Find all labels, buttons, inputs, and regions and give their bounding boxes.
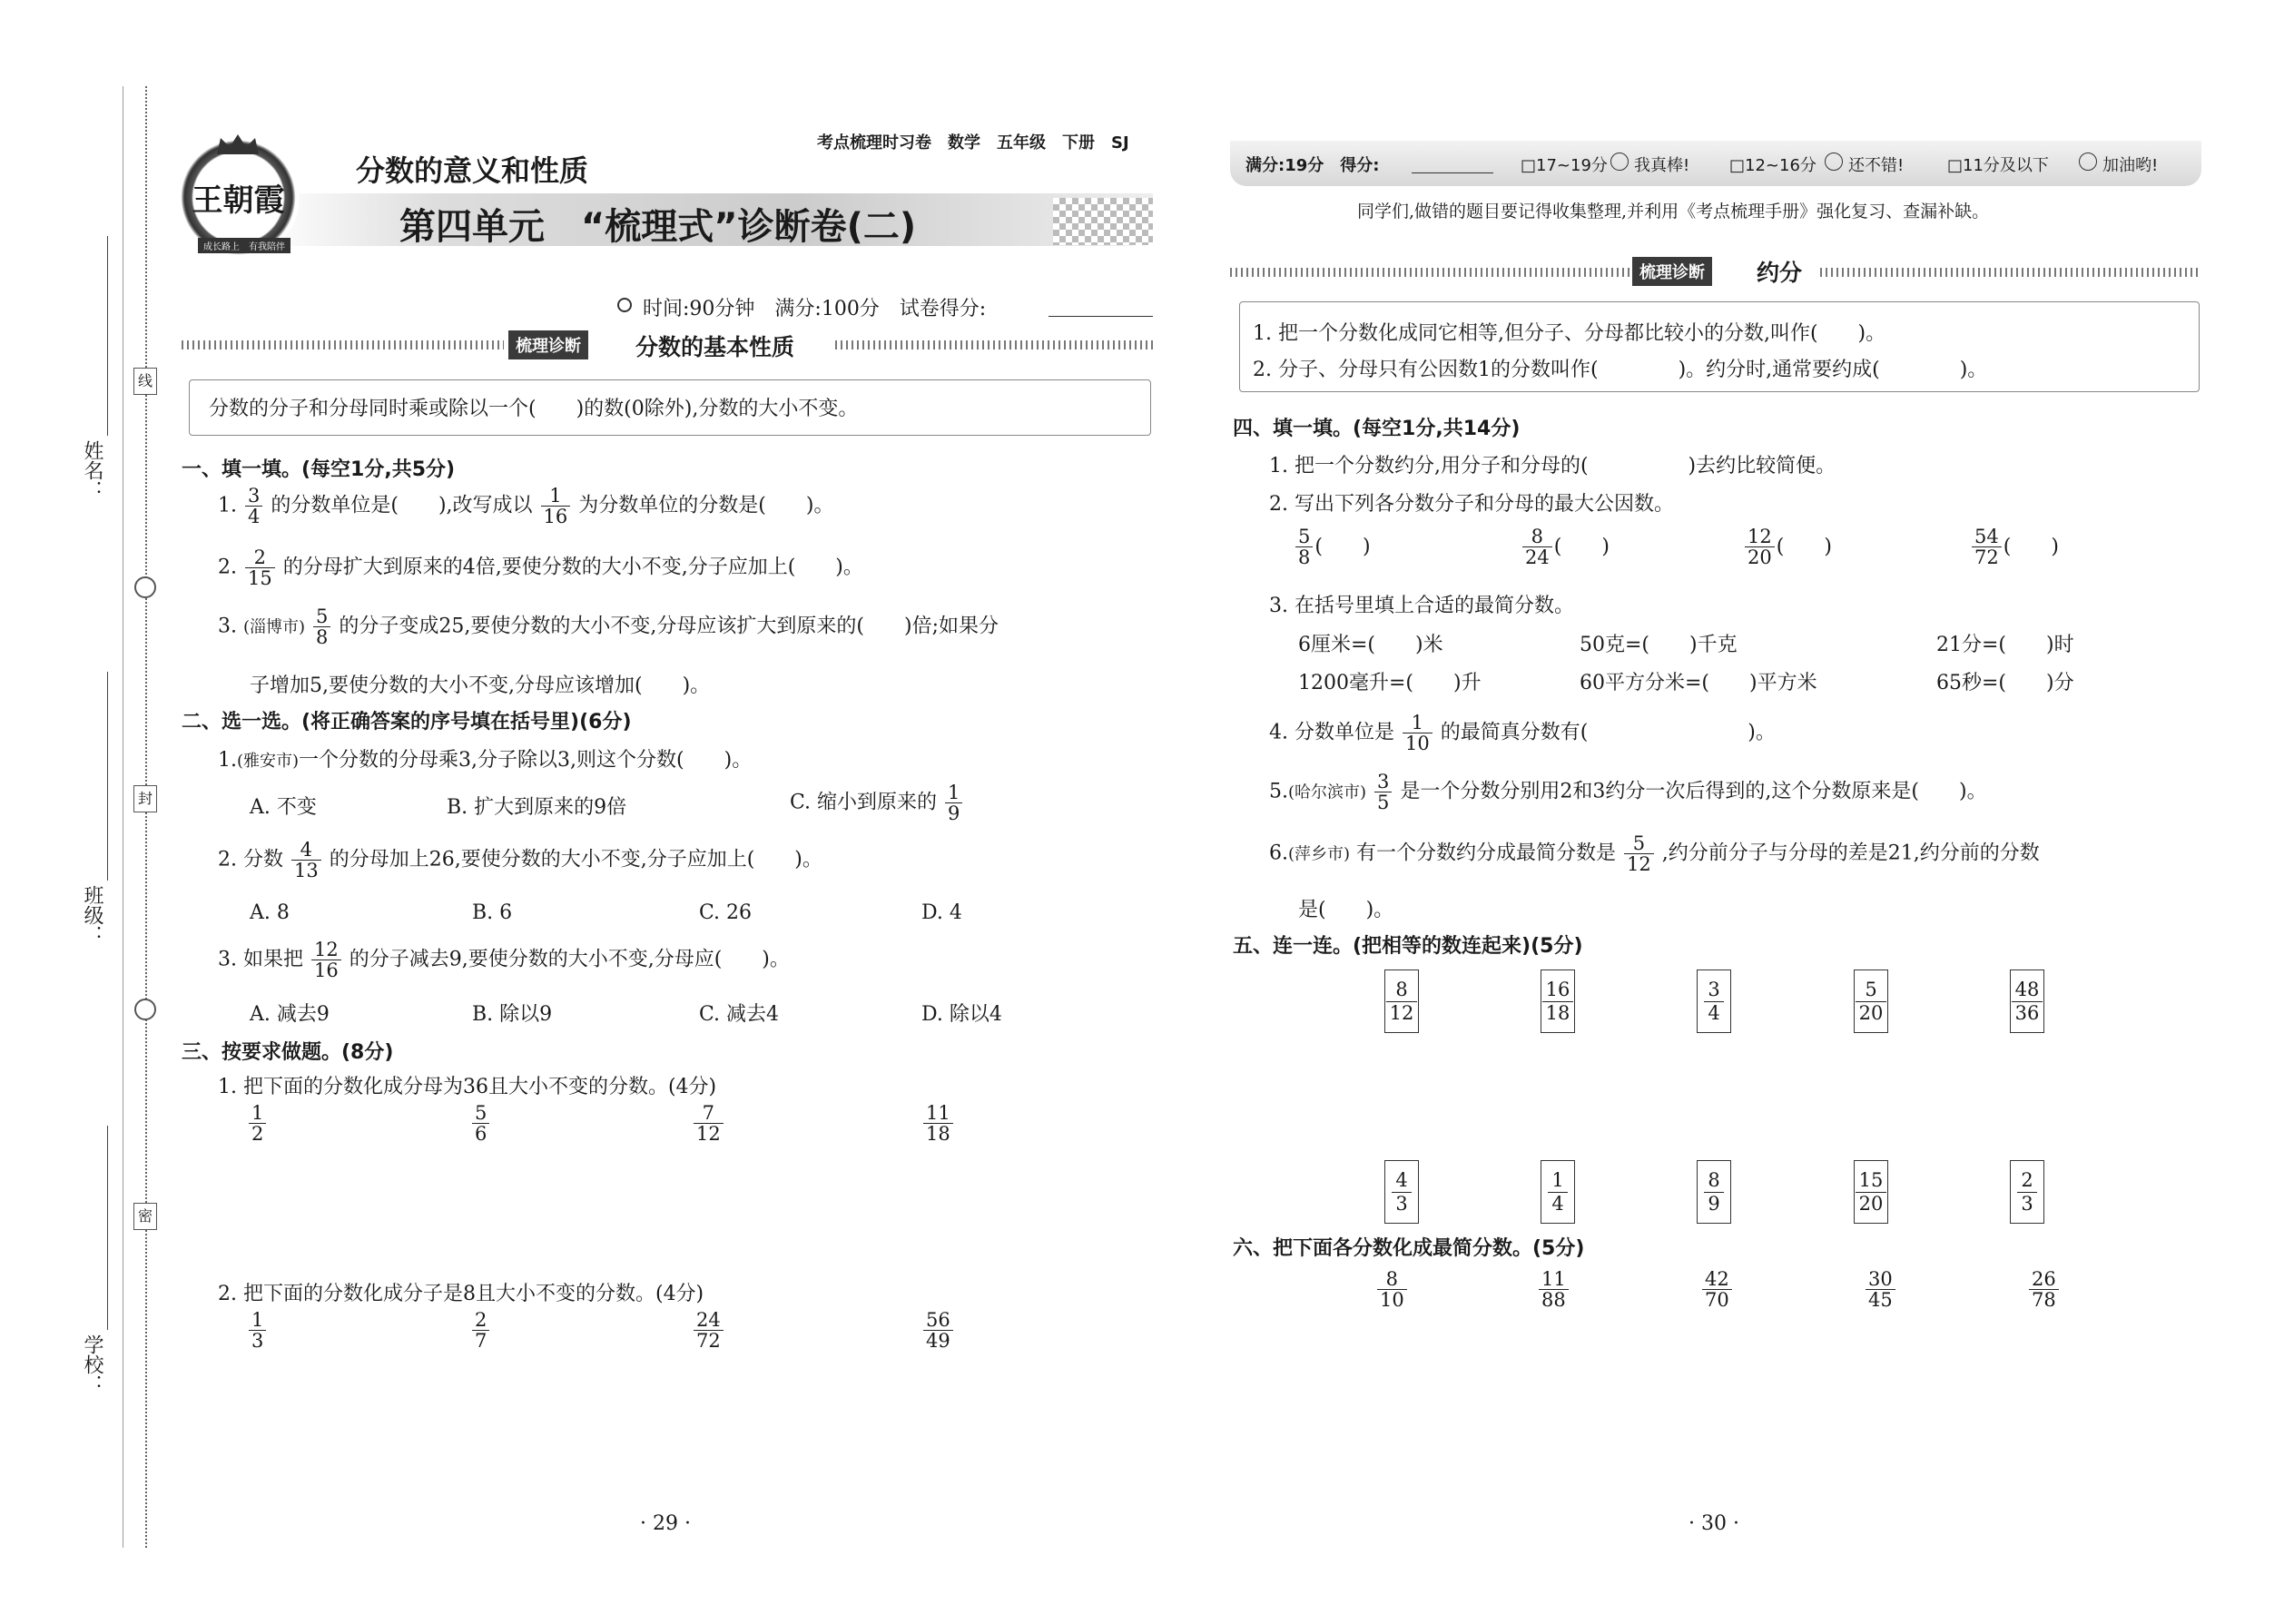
fraction: $\frac{4}{13}$ [291,840,321,881]
fraction: $\frac{3}{4}$ [245,486,262,527]
fraction: $\frac{42}{70}$ [1700,1269,1734,1310]
score-option-3[interactable]: □11分及以下 [1947,156,2049,175]
q2-1-option-b[interactable]: B. 扩大到原来的9倍 [447,796,627,819]
section-badge: 梳理诊断 [508,330,588,359]
q4-item5: 5.(哈尔滨市) $\frac{3}{5}$ 是一个分数分别用2和3约分一次后得到的,这个分数原来是( )。 [1269,771,1987,814]
smiley-icon [2079,153,2097,171]
chapter-title: 分数的意义和性质 [356,153,589,188]
header-meta: 考点梳理时习卷 数学 五年级 下册 SJ [817,133,1129,153]
page-number-right: · 30 · [1689,1512,1739,1535]
answer-area[interactable] [1271,1325,2197,1471]
match-bottom-item[interactable]: 2 3 [2010,1160,2044,1224]
fraction: $\frac{1}{9}$ [945,782,962,823]
fraction: $\frac{12}{16}$ [311,940,341,980]
q4-item1: 1. 把一个分数约分,用分子和分母的( )去约比较简便。 [1269,455,1836,477]
q1-item1: 1. $\frac{3}{4}$ 的分数单位是( ),改写成以 $\frac{1}{16}$ 为分数单位的分数是( )。 [218,485,834,528]
score-praise-1: 我真棒! [1634,156,1690,175]
fraction: $\frac{8}{10}$ [1375,1269,1409,1310]
conversion-item: 50克=( )千克 [1580,634,1738,656]
match-top-item[interactable]: 3 4 [1697,969,1731,1033]
binding-circle-icon [134,576,156,598]
fraction: $\frac{5}{12}$ [1624,833,1654,874]
binding-mark-secret: 密 [133,1203,157,1230]
conversion-item: 21分=( )时 [1936,634,2074,656]
q2-item2: 2. 分数 $\frac{4}{13}$ 的分母加上26,要使分数的大小不变,分子应加上( )。 [218,839,822,882]
q4-item6: 6.(萍乡市) 有一个分数约分成最简分数是 $\frac{5}{12}$ ,约分前分子与分母的差是21,约分前的分数 [1269,832,2040,876]
q1-item2: 2. $\frac{2}{15}$ 的分母扩大到原来的4倍,要使分数的大小不变,分子应加上( )。 [218,546,863,590]
school-blank-line[interactable] [107,1126,108,1330]
concept-text: 分数的分子和分母同时乘或除以一个( )的数(0除外),分数的大小不变。 [209,398,859,420]
class-blank-line[interactable] [107,672,108,881]
q2-3-option-a[interactable]: A. 减去9 [250,1003,330,1026]
binding-circle-icon [134,999,156,1020]
section-title: 约分 [1757,260,1803,286]
q2-1-option-a[interactable]: A. 不变 [250,796,317,819]
smiley-icon [1825,153,1843,171]
score-blank[interactable] [1049,316,1153,317]
score-blank[interactable] [1412,172,1493,173]
q2-3-option-b[interactable]: B. 除以9 [472,1003,553,1026]
match-bottom-item[interactable]: 1 4 [1541,1160,1575,1224]
concept-text-1: 1. 把一个分数化成同它相等,但分子、分母都比较小的分数,叫作( )。 [1253,322,1886,345]
q6-heading: 六、把下面各分数化成最简分数。(5分) [1233,1237,1585,1260]
binding-mark-line: 线 [133,368,157,395]
section-badge: 梳理诊断 [1632,257,1712,286]
concept-text-2: 2. 分子、分母只有公因数1的分数叫作( )。约分时,通常要约成( )。 [1253,359,1988,381]
q2-2-option-d[interactable]: D. 4 [921,901,962,924]
page-number-left: · 29 · [640,1512,691,1535]
conversion-item: 6厘米=( )米 [1298,634,1443,656]
fraction: $\frac{1}{2}$ [247,1103,268,1144]
score-option-2[interactable]: □12~16分 [1729,156,1816,175]
gcf-item: $\frac{8}{24}$ ( ) [1521,527,1610,567]
score-praise-2: 还不错! [1848,156,1905,175]
fraction: $\frac{5}{6}$ [470,1103,491,1144]
fraction: $\frac{3}{5}$ [1374,772,1392,812]
q2-2-option-c[interactable]: C. 26 [699,901,753,924]
q2-heading: 二、选一选。(将正确答案的序号填在括号里)(6分) [182,711,632,733]
q3-item2: 2. 把下面的分数化成分子是8且大小不变的分数。(4分) [218,1283,704,1305]
q2-2-option-b[interactable]: B. 6 [472,901,513,924]
fraction: $\frac{1}{10}$ [1403,713,1433,753]
gcf-item: $\frac{12}{20}$ ( ) [1743,527,1832,567]
name-label: 姓名： [81,440,103,500]
q4-item3: 3. 在括号里填上合适的最简分数。 [1269,595,1574,617]
class-label: 班级： [81,885,103,945]
crown-icon [215,133,261,156]
conversion-item: 60平方分米=( )平方米 [1580,672,1817,694]
school-label: 学校： [81,1334,103,1394]
score-option-1[interactable]: □17~19分 [1521,156,1608,175]
match-top-item[interactable]: 16 18 [1541,969,1575,1033]
answer-area[interactable] [218,1366,1144,1475]
binding-dotted-line [145,86,147,1548]
q4-heading: 四、填一填。(每空1分,共14分) [1233,418,1521,440]
q1-item3: 3. (淄博市) $\frac{5}{8}$ 的分子变成25,要使分数的大小不变,分母应该扩大到原来的( )倍;如果分 [218,605,999,649]
exam-title: 第四单元 “梳理式”诊断卷(二) [399,206,917,248]
fraction: $\frac{56}{49}$ [921,1310,955,1351]
section-title: 分数的基本性质 [635,334,795,360]
logo-text: 王朝霞 [192,182,285,219]
q4-item6-cont: 是( )。 [1298,899,1394,921]
gcf-item: $\frac{5}{8}$ ( ) [1294,527,1371,567]
q2-item1: 1.(雅安市)一个分数的分母乘3,分子除以3,则这个分数( )。 [218,749,753,772]
match-top-item[interactable]: 8 12 [1384,969,1419,1033]
q3-heading: 三、按要求做题。(8分) [182,1041,394,1064]
section-header-right [1230,260,2201,283]
q5-heading: 五、连一连。(把相等的数连起来)(5分) [1233,935,1583,958]
match-top-item[interactable]: 5 20 [1854,969,1888,1033]
conversion-item: 65秒=( )分 [1936,672,2074,694]
logo-slogan: 成长路上 有我陪伴 [198,238,290,253]
q2-3-option-c[interactable]: C. 减去4 [699,1003,780,1026]
fraction: $\frac{7}{12}$ [692,1103,725,1144]
fraction: $\frac{1}{16}$ [541,486,571,527]
match-top-item[interactable]: 48 36 [2010,969,2044,1033]
score-praise-3: 加油哟! [2102,156,2159,175]
q1-item3-cont: 子增加5,要使分数的大小不变,分母应该增加( )。 [250,674,711,697]
match-bottom-item[interactable]: 4 3 [1384,1160,1419,1224]
q2-3-option-d[interactable]: D. 除以4 [921,1003,1002,1026]
fraction: $\frac{1}{3}$ [247,1310,268,1351]
fraction: $\frac{5}{8}$ [313,606,330,647]
q2-item3: 3. 如果把 $\frac{12}{16}$ 的分子减去9,要使分数的大小不变,分母应( )。 [218,939,790,982]
q3-item1: 1. 把下面的分数化成分母为36且大小不变的分数。(4分) [218,1076,717,1098]
name-blank-line[interactable] [107,236,108,436]
tip-text: 同学们,做错的题目要记得收集整理,并利用《考点梳理手册》强化复习、查漏补缺。 [1357,202,1990,221]
fraction: $\frac{11}{18}$ [921,1103,955,1144]
clock-icon [617,298,632,312]
time-info: 时间:90分钟 满分:100分 试卷得分: [643,298,987,320]
fraction: $\frac{2}{7}$ [470,1310,491,1351]
q4-item4: 4. 分数单位是 $\frac{1}{10}$ 的最简真分数有( )。 [1269,712,1776,755]
match-bottom-item[interactable]: 15 20 [1854,1160,1888,1224]
q1-heading: 一、填一填。(每空1分,共5分) [182,458,456,481]
answer-area[interactable] [218,1157,1144,1266]
binding-mark-seal: 封 [133,785,157,812]
fraction: $\frac{24}{72}$ [692,1310,725,1351]
score-bar-label: 满分:19分 得分: [1245,156,1380,175]
header-checker-pattern [1053,198,1153,245]
fraction: $\frac{30}{45}$ [1864,1269,1897,1310]
fraction: $\frac{11}{88}$ [1537,1269,1570,1310]
fraction: $\frac{2}{15}$ [245,547,275,588]
fraction: $\frac{26}{78}$ [2027,1269,2061,1310]
match-bottom-item[interactable]: 8 9 [1697,1160,1731,1224]
q4-item2: 2. 写出下列各分数分子和分母的最大公因数。 [1269,493,1674,516]
conversion-item: 1200毫升=( )升 [1298,672,1482,694]
smiley-icon [1610,153,1629,171]
gcf-item: $\frac{54}{72}$ ( ) [1970,527,2059,567]
q2-1-option-c[interactable]: C. 缩小到原来的 $\frac{1}{9}$ [790,782,964,823]
q2-2-option-a[interactable]: A. 8 [250,901,290,924]
